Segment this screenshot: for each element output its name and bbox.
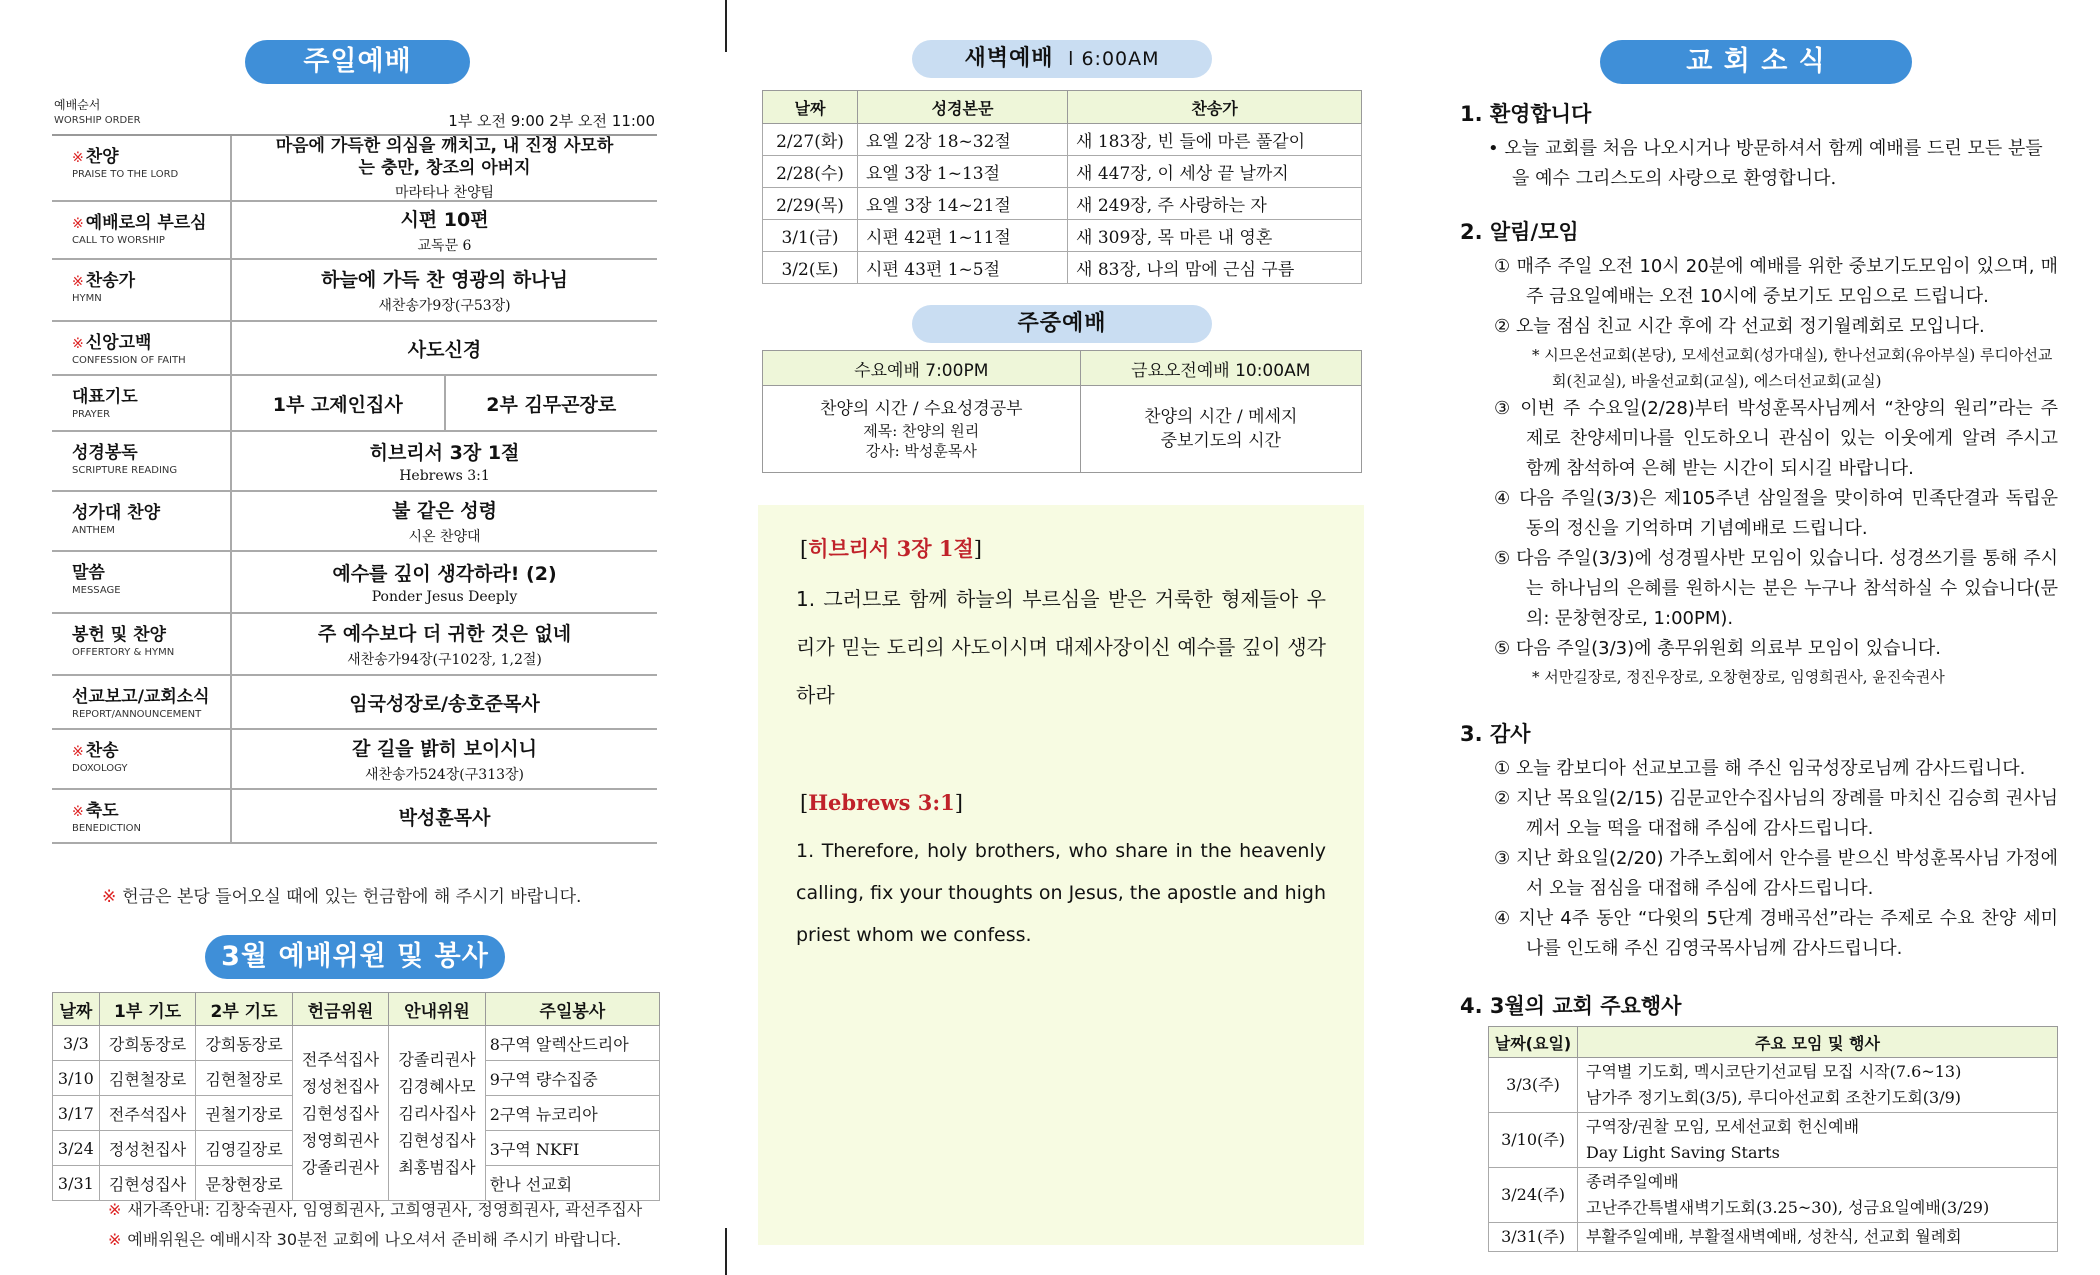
order-value xyxy=(232,136,657,200)
team-member: 정성천집사 xyxy=(301,1076,380,1096)
verse-ref-ko: [히브리서 3장 1절] xyxy=(800,536,982,561)
thanks-text: 오늘 캄보디아 선교보고를 해 주신 임국성장로님께 감사드립니다. xyxy=(1515,758,2026,779)
dawn-worship-title: 새벽예배 l 6:00AM xyxy=(912,40,1212,78)
order-label-ko: 찬양 xyxy=(85,147,119,167)
wednesday-cell: 찬양의 시간 / 수요성경공부 제목: 찬양의 원리 강사: 박성훈목사 xyxy=(763,386,1081,473)
notice-item xyxy=(1460,252,2058,312)
text-cell: 요엘 3장 1~13절 xyxy=(858,156,1068,188)
order-label xyxy=(52,260,232,320)
hymn-cell: 새 309장, 목 마른 내 영혼 xyxy=(1068,220,1362,252)
order-label xyxy=(52,492,232,550)
required-mark-icon: ※ xyxy=(72,274,84,290)
order-label-en: BENEDICTION xyxy=(72,823,142,834)
notice-text: 오늘 점심 친교 시간 후에 각 선교회 정기월례회로 모입니다. xyxy=(1515,316,1985,337)
friday-header: 금요오전예배 10:00AM xyxy=(1080,351,1361,386)
date-cell: 2/27(화) xyxy=(763,124,858,156)
event-line: 구역별 기도회, 멕시코단기선교팀 모집 시작(7.6~13) xyxy=(1586,1062,1962,1081)
table-row xyxy=(1489,1058,2058,1113)
service-times: 1부 오전 9:00 2부 오전 11:00 xyxy=(448,112,655,130)
notice-item xyxy=(1460,634,2058,664)
order-main: 시편 10편 xyxy=(400,209,489,231)
order-label-ko: 축도 xyxy=(85,801,119,821)
event-line: 남가주 정기노회(3/5), 루디아선교회 조찬기도회(3/9) xyxy=(1586,1088,1962,1107)
order-main: 박성훈목사 xyxy=(398,806,491,829)
team-member: 김리사집사 xyxy=(398,1103,476,1123)
order-row xyxy=(52,376,657,432)
prayer1-cell: 정성천집사 xyxy=(99,1131,195,1166)
notice-number: ⑤ xyxy=(1494,638,1511,659)
verse-text-en: 1. Therefore, holy brothers, who share in the heavenly calling, fix your thoughts on Jesus, the apostle and high priest whom we confess. xyxy=(796,840,1326,946)
event-cell xyxy=(1578,1058,2058,1113)
order-value xyxy=(232,790,657,842)
worship-order-label: 예배순서 xyxy=(54,98,101,112)
order-label-ko: 성가대 찬양 xyxy=(72,503,161,523)
hymn-cell: 새 83장, 나의 맘에 근심 구름 xyxy=(1068,252,1362,284)
order-sub: 새찬송가9장(구53장) xyxy=(378,298,511,314)
order-row xyxy=(52,322,657,376)
midweek-table xyxy=(762,350,1362,473)
order-label xyxy=(52,136,232,200)
order-label xyxy=(52,202,232,258)
friday-cell: 찬양의 시간 / 메세지 중보기도의 시간 xyxy=(1080,386,1361,473)
newcomer-note: ※ 새가족안내: 김창숙권사, 임영희권사, 고희영권사, 정영희권사, 곽선주집사 xyxy=(108,1200,643,1219)
prayer2-cell: 김영길장로 xyxy=(196,1131,292,1166)
church-news-title: 교 회 소 식 xyxy=(1600,40,1912,84)
thanks-text: 지난 목요일(2/15) 김문교안수집사님의 장례를 마치신 김승희 권사님께서 오늘 떡을 대접해 주심에 감사드립니다. xyxy=(1516,788,2058,839)
notice-number: ④ xyxy=(1494,488,1512,509)
order-row xyxy=(52,202,657,260)
event-line: 고난주간특별새벽기도회(3.25~30), 성금요일예배(3/29) xyxy=(1586,1198,1990,1217)
prayer1-cell: 김현철장로 xyxy=(99,1061,195,1096)
event-date: 3/24(주) xyxy=(1489,1168,1578,1223)
order-value xyxy=(232,260,657,320)
hymn-cell: 새 249장, 주 사랑하는 자 xyxy=(1068,188,1362,220)
notice-sub-text: 서만길장로, 정진우장로, 오창현장로, 임영희권사, 윤진숙권사 xyxy=(1544,668,1945,686)
date-cell: 3/24 xyxy=(53,1131,100,1166)
order-label-ko: 찬송가 xyxy=(85,271,136,291)
date-cell: 3/3 xyxy=(53,1026,100,1061)
order-main: 갈 길을 밝히 보이시니 xyxy=(351,738,538,760)
volunteer-table xyxy=(52,992,660,1201)
prayer1-cell: 김현성집사 xyxy=(99,1166,195,1201)
team-member: 김현성집사 xyxy=(301,1103,380,1123)
order-main: 마음에 가득한 의심을 깨치고, 내 진정 사모하는 충만, 창조의 아버지 xyxy=(275,135,614,178)
prayer-first: 1부 고제인집사 xyxy=(232,376,446,430)
event-line: 종려주일예배 xyxy=(1586,1172,1679,1191)
order-label-en: SCRIPTURE READING xyxy=(72,465,178,476)
order-sub: 교독문 6 xyxy=(417,238,472,254)
section-events: 4. 3월의 교회 주요행사 xyxy=(1460,994,1682,1018)
thanks-item xyxy=(1460,754,2058,784)
note-mark-icon: ※ xyxy=(102,887,117,907)
date-cell: 3/2(토) xyxy=(763,252,858,284)
sub-mark-icon: * xyxy=(1532,668,1540,686)
fold-line-top xyxy=(725,0,727,52)
table-row xyxy=(763,188,1362,220)
order-value xyxy=(232,432,657,490)
church-news xyxy=(1460,98,2058,1252)
order-label xyxy=(52,376,232,430)
event-line: 부활주일예배, 부활절새벽예배, 성찬식, 선교회 월례회 xyxy=(1586,1227,1962,1246)
team-member: 김현성집사 xyxy=(398,1130,476,1150)
thanks-number: ④ xyxy=(1494,908,1512,929)
order-label xyxy=(52,552,232,612)
volunteer-title: 3월 예배위원 및 봉사 xyxy=(205,935,505,979)
text-cell: 요엘 2장 18~32절 xyxy=(858,124,1068,156)
order-label-ko: 성경봉독 xyxy=(72,443,138,463)
order-label-en: CONFESSION OF FAITH xyxy=(72,355,186,366)
notice-sub xyxy=(1460,664,2058,690)
event-cell xyxy=(1578,1113,2058,1168)
event-date: 3/3(주) xyxy=(1489,1058,1578,1113)
order-row xyxy=(52,790,657,844)
volunteer-header: 1부 기도 xyxy=(99,993,195,1026)
required-mark-icon: ※ xyxy=(72,216,84,232)
table-row xyxy=(763,124,1362,156)
notice-text: 다음 주일(3/3)은 제105주년 삼일절을 맞이하여 민족단결과 독립운동의 정신을 기억하며 기념예배로 드립니다. xyxy=(1519,488,2058,539)
order-value xyxy=(232,492,657,550)
order-value xyxy=(232,322,657,374)
order-main: 사도신경 xyxy=(407,338,482,361)
hymn-cell: 새 183장, 빈 들에 마른 풀같이 xyxy=(1068,124,1362,156)
order-label-en: REPORT/ANNOUNCEMENT xyxy=(72,709,202,720)
text-cell: 요엘 3장 14~21절 xyxy=(858,188,1068,220)
order-row xyxy=(52,552,657,614)
dawn-worship-table xyxy=(762,90,1362,284)
order-label-en: ANTHEM xyxy=(72,525,115,536)
order-row xyxy=(52,432,657,492)
order-main: 주 예수보다 더 귀한 것은 없네 xyxy=(317,623,572,645)
notice-item xyxy=(1460,484,2058,544)
event-cell xyxy=(1578,1168,2058,1223)
volunteer-note: ※ 예배위원은 예배시작 30분전 교회에 나오셔서 준비해 주시기 바랍니다. xyxy=(108,1230,622,1249)
prayer1-cell: 강희동장로 xyxy=(99,1026,195,1061)
order-main: 히브리서 3장 1절 xyxy=(369,442,520,464)
text-cell: 시편 42편 1~11절 xyxy=(858,220,1068,252)
prayer2-cell: 강희동장로 xyxy=(196,1026,292,1061)
service-cell: 9구역 량수집중 xyxy=(485,1061,659,1096)
notice-sub-text: 시므온선교회(본당), 모세선교회(성가대실), 한나선교회(유아부실) 루디아선교회(친교실), 바울선교회(교실), 에스더선교회(교실) xyxy=(1544,346,2053,390)
welcome-text: • 오늘 교회를 처음 나오시거나 방문하셔서 함께 예배를 드린 모든 분들을 예수 그리스도의 사랑으로 환영합니다. xyxy=(1488,138,2043,189)
table-row xyxy=(53,1026,660,1061)
event-date: 3/31(주) xyxy=(1489,1223,1578,1252)
order-main: 불 같은 성령 xyxy=(392,500,497,522)
table-row xyxy=(763,156,1362,188)
order-label-en: HYMN xyxy=(72,293,102,304)
section-thanks: 3. 감사 xyxy=(1460,722,1531,746)
date-cell: 3/17 xyxy=(53,1096,100,1131)
notice-number: ② xyxy=(1494,316,1511,337)
thanks-item xyxy=(1460,784,2058,844)
scripture-box xyxy=(758,505,1364,1245)
required-mark-icon: ※ xyxy=(72,744,84,760)
table-row xyxy=(763,220,1362,252)
prayer2-cell: 문창현장로 xyxy=(196,1166,292,1201)
service-cell: 한나 선교회 xyxy=(485,1166,659,1201)
worship-order-label-en: WORSHIP ORDER xyxy=(54,115,141,126)
section-welcome: 1. 환영합니다 xyxy=(1460,102,1592,126)
thanks-text: 지난 화요일(2/20) 가주노회에서 안수를 받으신 박성훈목사님 가정에서 오늘 점심을 대접해 주심에 감사드립니다. xyxy=(1516,848,2058,899)
team-member: 전주석집사 xyxy=(301,1049,380,1069)
team-member: 최홍범집사 xyxy=(398,1157,476,1177)
dawn-header: 찬송가 xyxy=(1068,91,1362,124)
notice-number: ⑤ xyxy=(1494,548,1511,569)
order-label-en: PRAISE TO THE LORD xyxy=(72,169,179,180)
order-row xyxy=(52,730,657,790)
order-label-en: OFFERTORY & HYMN xyxy=(72,647,175,658)
fold-line-bottom xyxy=(725,1228,727,1275)
volunteer-header: 헌금위원 xyxy=(292,993,388,1026)
order-label xyxy=(52,790,232,842)
required-mark-icon: ※ xyxy=(72,150,84,166)
notice-item xyxy=(1460,394,2058,484)
order-sub: Hebrews 3:1 xyxy=(399,468,490,484)
order-label-ko: 봉헌 및 찬양 xyxy=(72,625,166,645)
order-split xyxy=(232,376,657,430)
order-main: 하늘에 가득 찬 영광의 하나님 xyxy=(321,269,568,291)
event-line: 구역장/권찰 모임, 모세선교회 헌신예배 xyxy=(1586,1117,1860,1136)
order-label-en: CALL TO WORSHIP xyxy=(72,235,165,246)
date-cell: 3/10 xyxy=(53,1061,100,1096)
notice-text: 매주 주일 오전 10시 20분에 예배를 위한 중보기도모임이 있으며, 매주 금요일예배는 오전 10시에 중보기도 모임으로 드립니다. xyxy=(1516,256,2058,307)
order-value xyxy=(232,552,657,612)
order-value xyxy=(232,202,657,258)
volunteer-header: 2부 기도 xyxy=(196,993,292,1026)
order-sub: 새찬송가94장(구102장, 1,2절) xyxy=(347,652,542,668)
dawn-header: 날짜 xyxy=(763,91,858,124)
event-line: Day Light Saving Starts xyxy=(1586,1143,1780,1162)
events-table: 날짜(요일) 주요 모임 및 행사 3/3(주) 구역별 기도회, 멕시코단기선교팀 모집 시작(7.6~13) 남가주 정기노회(3/5), 루디아선교회 조찬기도회(3/9) 3/10(주) 구역장/권찰 모임, 모세선교회 헌신예배 Day Light Saving Starts 3/24(주) 종려주일예배 고난주간특별새벽기도회(3.25~30), 성금요일예배(3/29) 3/31(주) 부활주일예배, 부활절새벽예배, 성찬식, 선교회 월례회 xyxy=(1488,1026,2058,1252)
team-member: 강졸리권사 xyxy=(301,1157,380,1177)
order-row xyxy=(52,492,657,552)
thanks-number: ③ xyxy=(1494,848,1511,869)
notice-text: 이번 주 수요일(2/28)부터 박성훈목사님께서 “찬양의 원리”라는 주제로 찬양세미나를 인도하오니 관심이 있는 이웃에게 알려 주시고 함께 참석하여 은혜 받는 시간이 되시길 바랍니다. xyxy=(1520,398,2058,479)
order-row xyxy=(52,676,657,730)
notice-item xyxy=(1460,312,2058,342)
thanks-item xyxy=(1460,844,2058,904)
order-label-ko: 예배로의 부르심 xyxy=(85,213,207,233)
order-sub: Ponder Jesus Deeply xyxy=(371,589,518,605)
text-cell: 시편 43편 1~5절 xyxy=(858,252,1068,284)
order-label xyxy=(52,614,232,674)
volunteer-header: 안내위원 xyxy=(389,993,485,1026)
order-row xyxy=(52,260,657,322)
order-label-ko: 선교보고/교회소식 xyxy=(72,687,210,707)
midweek-worship-title: 주중예배 xyxy=(912,305,1212,343)
verse-ref-en: [Hebrews 3:1] xyxy=(800,790,963,815)
dawn-header: 성경본문 xyxy=(858,91,1068,124)
thanks-text: 지난 4주 동안 “다윗의 5단계 경배곡선”라는 주제로 수요 찬양 세미나를 인도해 주신 김영국목사님께 감사드립니다. xyxy=(1518,908,2058,959)
order-label-en: MESSAGE xyxy=(72,585,121,596)
order-label-en: PRAYER xyxy=(72,409,111,420)
order-value xyxy=(232,614,657,674)
thanks-item xyxy=(1460,904,2058,964)
wednesday-header: 수요예배 7:00PM xyxy=(763,351,1081,386)
order-label xyxy=(52,730,232,788)
required-mark-icon: ※ xyxy=(72,336,84,352)
prayer-second: 2부 김무곤장로 xyxy=(486,393,617,416)
volunteer-header: 날짜 xyxy=(53,993,100,1026)
event-date: 3/10(주) xyxy=(1489,1113,1578,1168)
order-label-ko: 대표기도 xyxy=(72,387,138,407)
order-main: 임국성장로/송호준목사 xyxy=(349,692,540,715)
thanks-number: ① xyxy=(1494,758,1511,779)
required-mark-icon: ※ xyxy=(72,804,84,820)
prayer2-cell: 김현철장로 xyxy=(196,1061,292,1096)
service-cell: 8구역 알렉산드리아 xyxy=(485,1026,659,1061)
event-cell xyxy=(1578,1223,2058,1252)
worship-order-header xyxy=(52,92,657,136)
date-cell: 2/29(목) xyxy=(763,188,858,220)
order-label xyxy=(52,322,232,374)
team-member: 김경혜사모 xyxy=(398,1076,476,1096)
notice-text: 다음 주일(3/3)에 성경필사반 모임이 있습니다. 성경쓰기를 통해 주시는 하나님의 은혜를 원하시는 분은 누구나 참석하실 수 있습니다(문의: 문창현장로, 1:00PM). xyxy=(1516,548,2059,629)
notice-text: 다음 주일(3/3)에 총무위원회 의료부 모임이 있습니다. xyxy=(1515,638,1941,659)
usher-team-cell xyxy=(389,1026,485,1201)
section-notices: 2. 알림/모임 xyxy=(1460,220,1579,244)
notice-sub xyxy=(1460,342,2058,394)
order-row xyxy=(52,614,657,676)
sub-mark-icon: * xyxy=(1532,346,1540,364)
offering-note: ※ 헌금은 본당 들어오실 때에 있는 헌금함에 해 주시기 바랍니다. xyxy=(102,887,582,907)
date-cell: 3/31 xyxy=(53,1166,100,1201)
order-sub: 새찬송가524장(구313장) xyxy=(364,767,525,783)
order-value xyxy=(232,730,657,788)
order-label xyxy=(52,432,232,490)
team-member: 정영희권사 xyxy=(301,1130,380,1150)
order-sub: 시온 찬양대 xyxy=(408,529,481,545)
order-label-ko: 찬송 xyxy=(85,741,119,761)
order-row xyxy=(52,136,657,202)
thanks-number: ② xyxy=(1494,788,1511,809)
volunteer-header: 주일봉사 xyxy=(485,993,659,1026)
hymn-cell: 새 447장, 이 세상 끝 날까지 xyxy=(1068,156,1362,188)
table-row xyxy=(1489,1113,2058,1168)
notice-number: ③ xyxy=(1494,398,1513,419)
order-sub: 마라타나 찬양팀 xyxy=(394,184,495,201)
service-cell: 3구역 NKFI xyxy=(485,1131,659,1166)
worship-order xyxy=(52,92,657,844)
verse-text-ko: 1. 그러므로 함께 하늘의 부르심을 받은 거룩한 형제들아 우리가 믿는 도리의 사도이시며 대제사장이신 예수를 깊이 생각하라 xyxy=(796,587,1326,707)
offering-team-cell xyxy=(292,1026,388,1201)
table-row xyxy=(1489,1168,2058,1223)
prayer1-cell: 전주석집사 xyxy=(99,1096,195,1131)
notice-item xyxy=(1460,544,2058,634)
date-cell: 2/28(수) xyxy=(763,156,858,188)
order-label-en: DOXOLOGY xyxy=(72,763,128,774)
order-label-ko: 신앙고백 xyxy=(85,333,152,353)
order-label xyxy=(52,676,232,728)
table-row xyxy=(1489,1223,2058,1252)
prayer2-cell: 권철기장로 xyxy=(196,1096,292,1131)
order-main: 예수를 깊이 생각하라! (2) xyxy=(332,563,557,585)
table-row xyxy=(763,252,1362,284)
order-label-ko: 말씀 xyxy=(72,563,105,583)
notice-number: ① xyxy=(1494,256,1511,277)
order-value xyxy=(232,676,657,728)
team-member: 강졸리권사 xyxy=(398,1049,476,1069)
date-cell: 3/1(금) xyxy=(763,220,858,252)
sunday-worship-title: 주일예배 xyxy=(245,40,470,84)
service-cell: 2구역 뉴코리아 xyxy=(485,1096,659,1131)
